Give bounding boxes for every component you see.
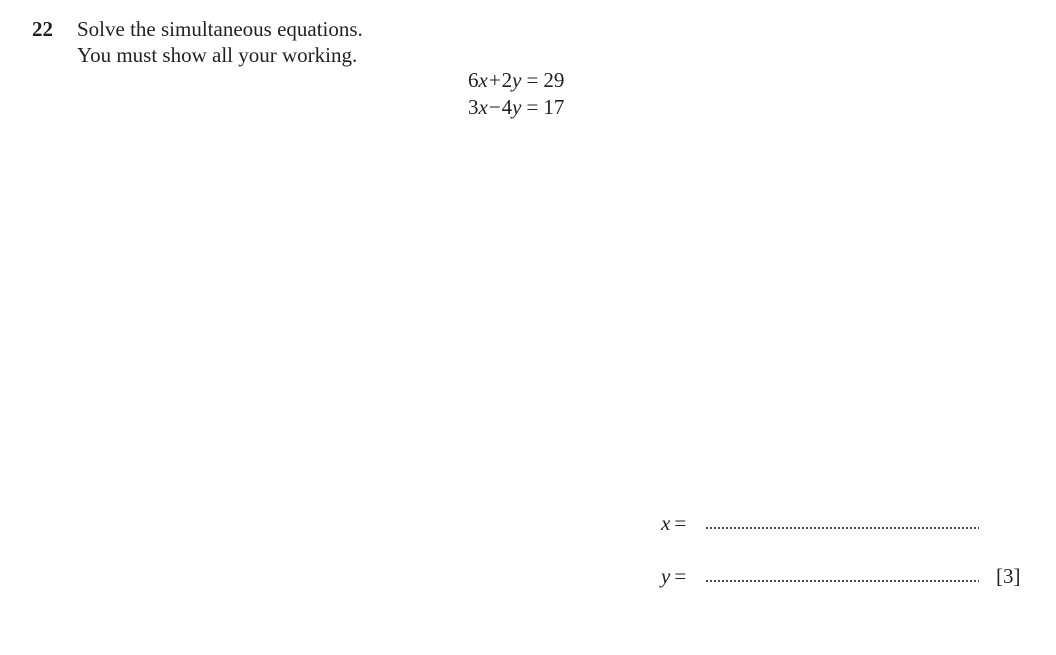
equation-1-operator: + [488, 68, 501, 92]
answer-x-line[interactable] [705, 527, 979, 529]
equation-2-equals: = [526, 95, 539, 119]
marks-label: [3] [996, 564, 1021, 588]
answer-x-label [661, 510, 686, 536]
answer-x-equals: = [674, 511, 687, 535]
instruction-line-2: You must show all your working. [77, 43, 358, 67]
equation-1-var-x: x [478, 68, 488, 92]
equation-1-rhs: 29 [543, 68, 565, 92]
equation-2-var-y: y [512, 95, 522, 119]
question-number: 22 [32, 17, 53, 41]
equation-2-operator: − [488, 95, 501, 119]
equation-2 [468, 94, 564, 120]
answer-y-line[interactable] [705, 580, 979, 582]
answer-y-label [661, 563, 686, 589]
answer-y-variable: y [661, 564, 671, 588]
equation-1-coef-a: 6 [468, 68, 479, 92]
equation-1-equals: = [526, 68, 539, 92]
equation-2-coef-b: 4 [501, 95, 513, 119]
equation-2-var-x: x [478, 95, 488, 119]
instruction-line-1: Solve the simultaneous equations. [77, 17, 363, 41]
equation-2-rhs: 17 [543, 95, 565, 119]
answer-x-variable: x [661, 511, 671, 535]
answer-y-equals: = [674, 564, 687, 588]
equation-1 [468, 67, 564, 93]
equation-1-coef-b: 2 [501, 68, 513, 92]
equation-1-var-y: y [512, 68, 522, 92]
equation-2-coef-a: 3 [468, 95, 479, 119]
